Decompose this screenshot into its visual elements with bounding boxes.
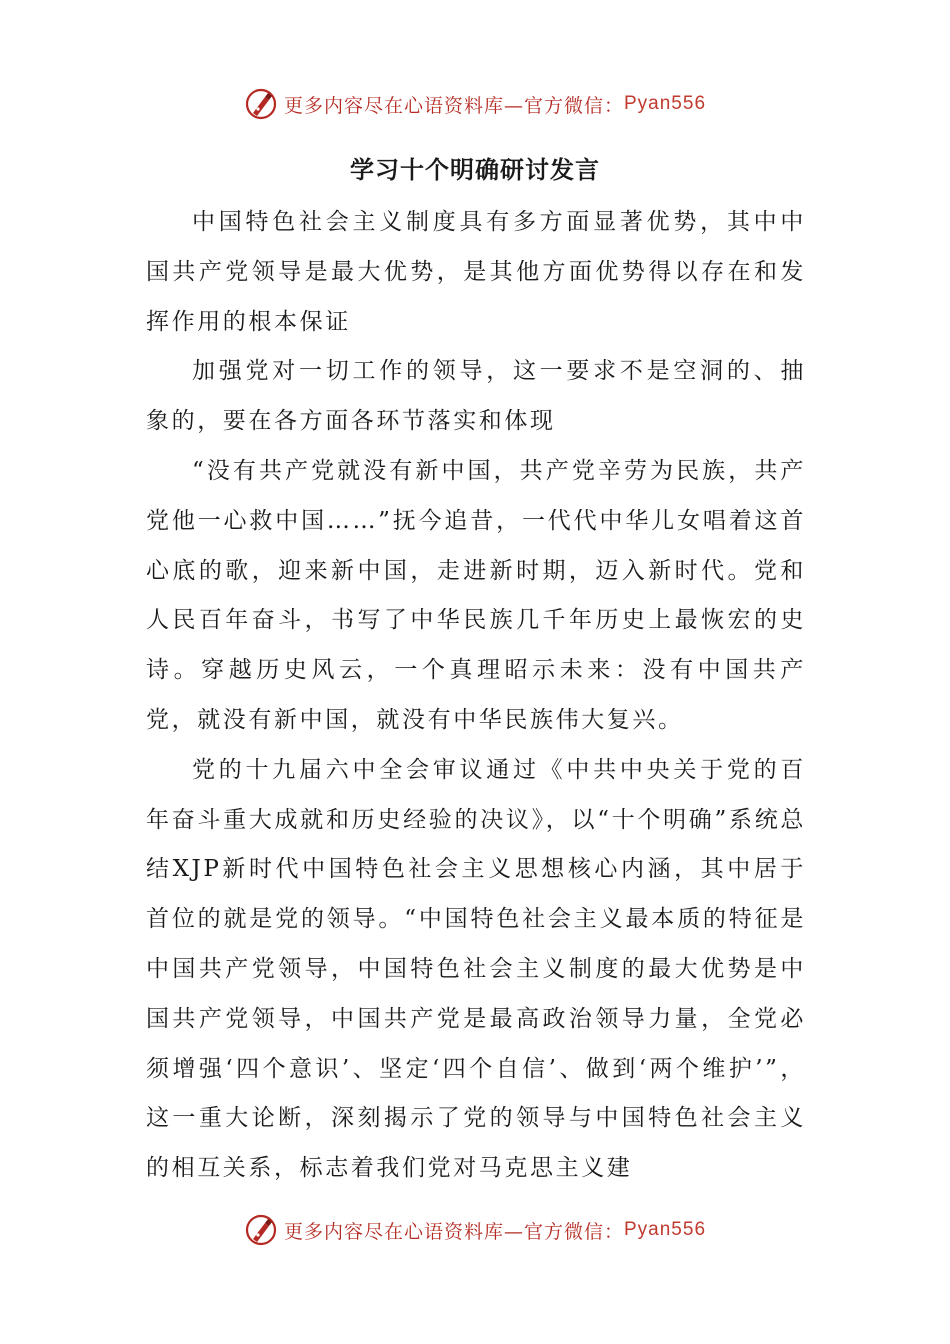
banner-text: 更多内容尽在心语资料库—官方微信： <box>283 94 624 117</box>
banner-account: Pyan556 <box>624 1219 707 1240</box>
paragraph: 中国特色社会主义制度具有多方面显著优势，其中中国共产党领导是最大优势，是其他方面优势得以存在和发挥作用的根本保证 <box>146 209 806 335</box>
document-title: 学习十个明确研讨发言 <box>350 156 600 184</box>
pen-nib-logo-icon <box>244 87 278 121</box>
pen-nib-logo-icon <box>244 1213 278 1247</box>
banner-account: Pyan556 <box>624 93 707 114</box>
header-watermark-banner <box>0 84 950 124</box>
banner-text: 更多内容尽在心语资料库—官方微信： <box>283 1220 624 1243</box>
paragraph: 党的十九届六中全会审议通过《中共中央关于党的百年奋斗重大成就和历史经验的决议》，以“十个明确”系统总结XJP新时代中国特色社会主义思想核心内涵，其中居于首位的就是党的领导。“中国特色社会主义最本质的特征是中国共产党领导，中国特色社会主义制度的最大优势是中国共产党领导，中国共产党是最高政治领导力量，全党必须增强‘四个意识’、坚定‘四个自信’、做到‘两个维护’”，这一重大论断，深刻揭示了党的领导与中国特色社会主义的相互关系，标志着我们党对马克思主义建 <box>146 756 806 1182</box>
footer-watermark-banner <box>0 1210 950 1250</box>
paragraph: “没有共产党就没有新中国，共产党辛劳为民族，共产党他一心救中国……”抚今追昔，一代代中华儿女唱着这首心底的歌，迎来新中国，走进新时期，迈入新时代。党和人民百年奋斗，书写了中华民族几千年历史上最恢宏的史诗。穿越历史风云，一个真理昭示未来：没有中国共产党，就没有新中国，就没有中华民族伟大复兴。 <box>146 457 806 733</box>
paragraph: 加强党对一切工作的领导，这一要求不是空洞的、抽象的，要在各方面各环节落实和体现 <box>146 358 806 435</box>
document-body <box>146 198 806 1194</box>
